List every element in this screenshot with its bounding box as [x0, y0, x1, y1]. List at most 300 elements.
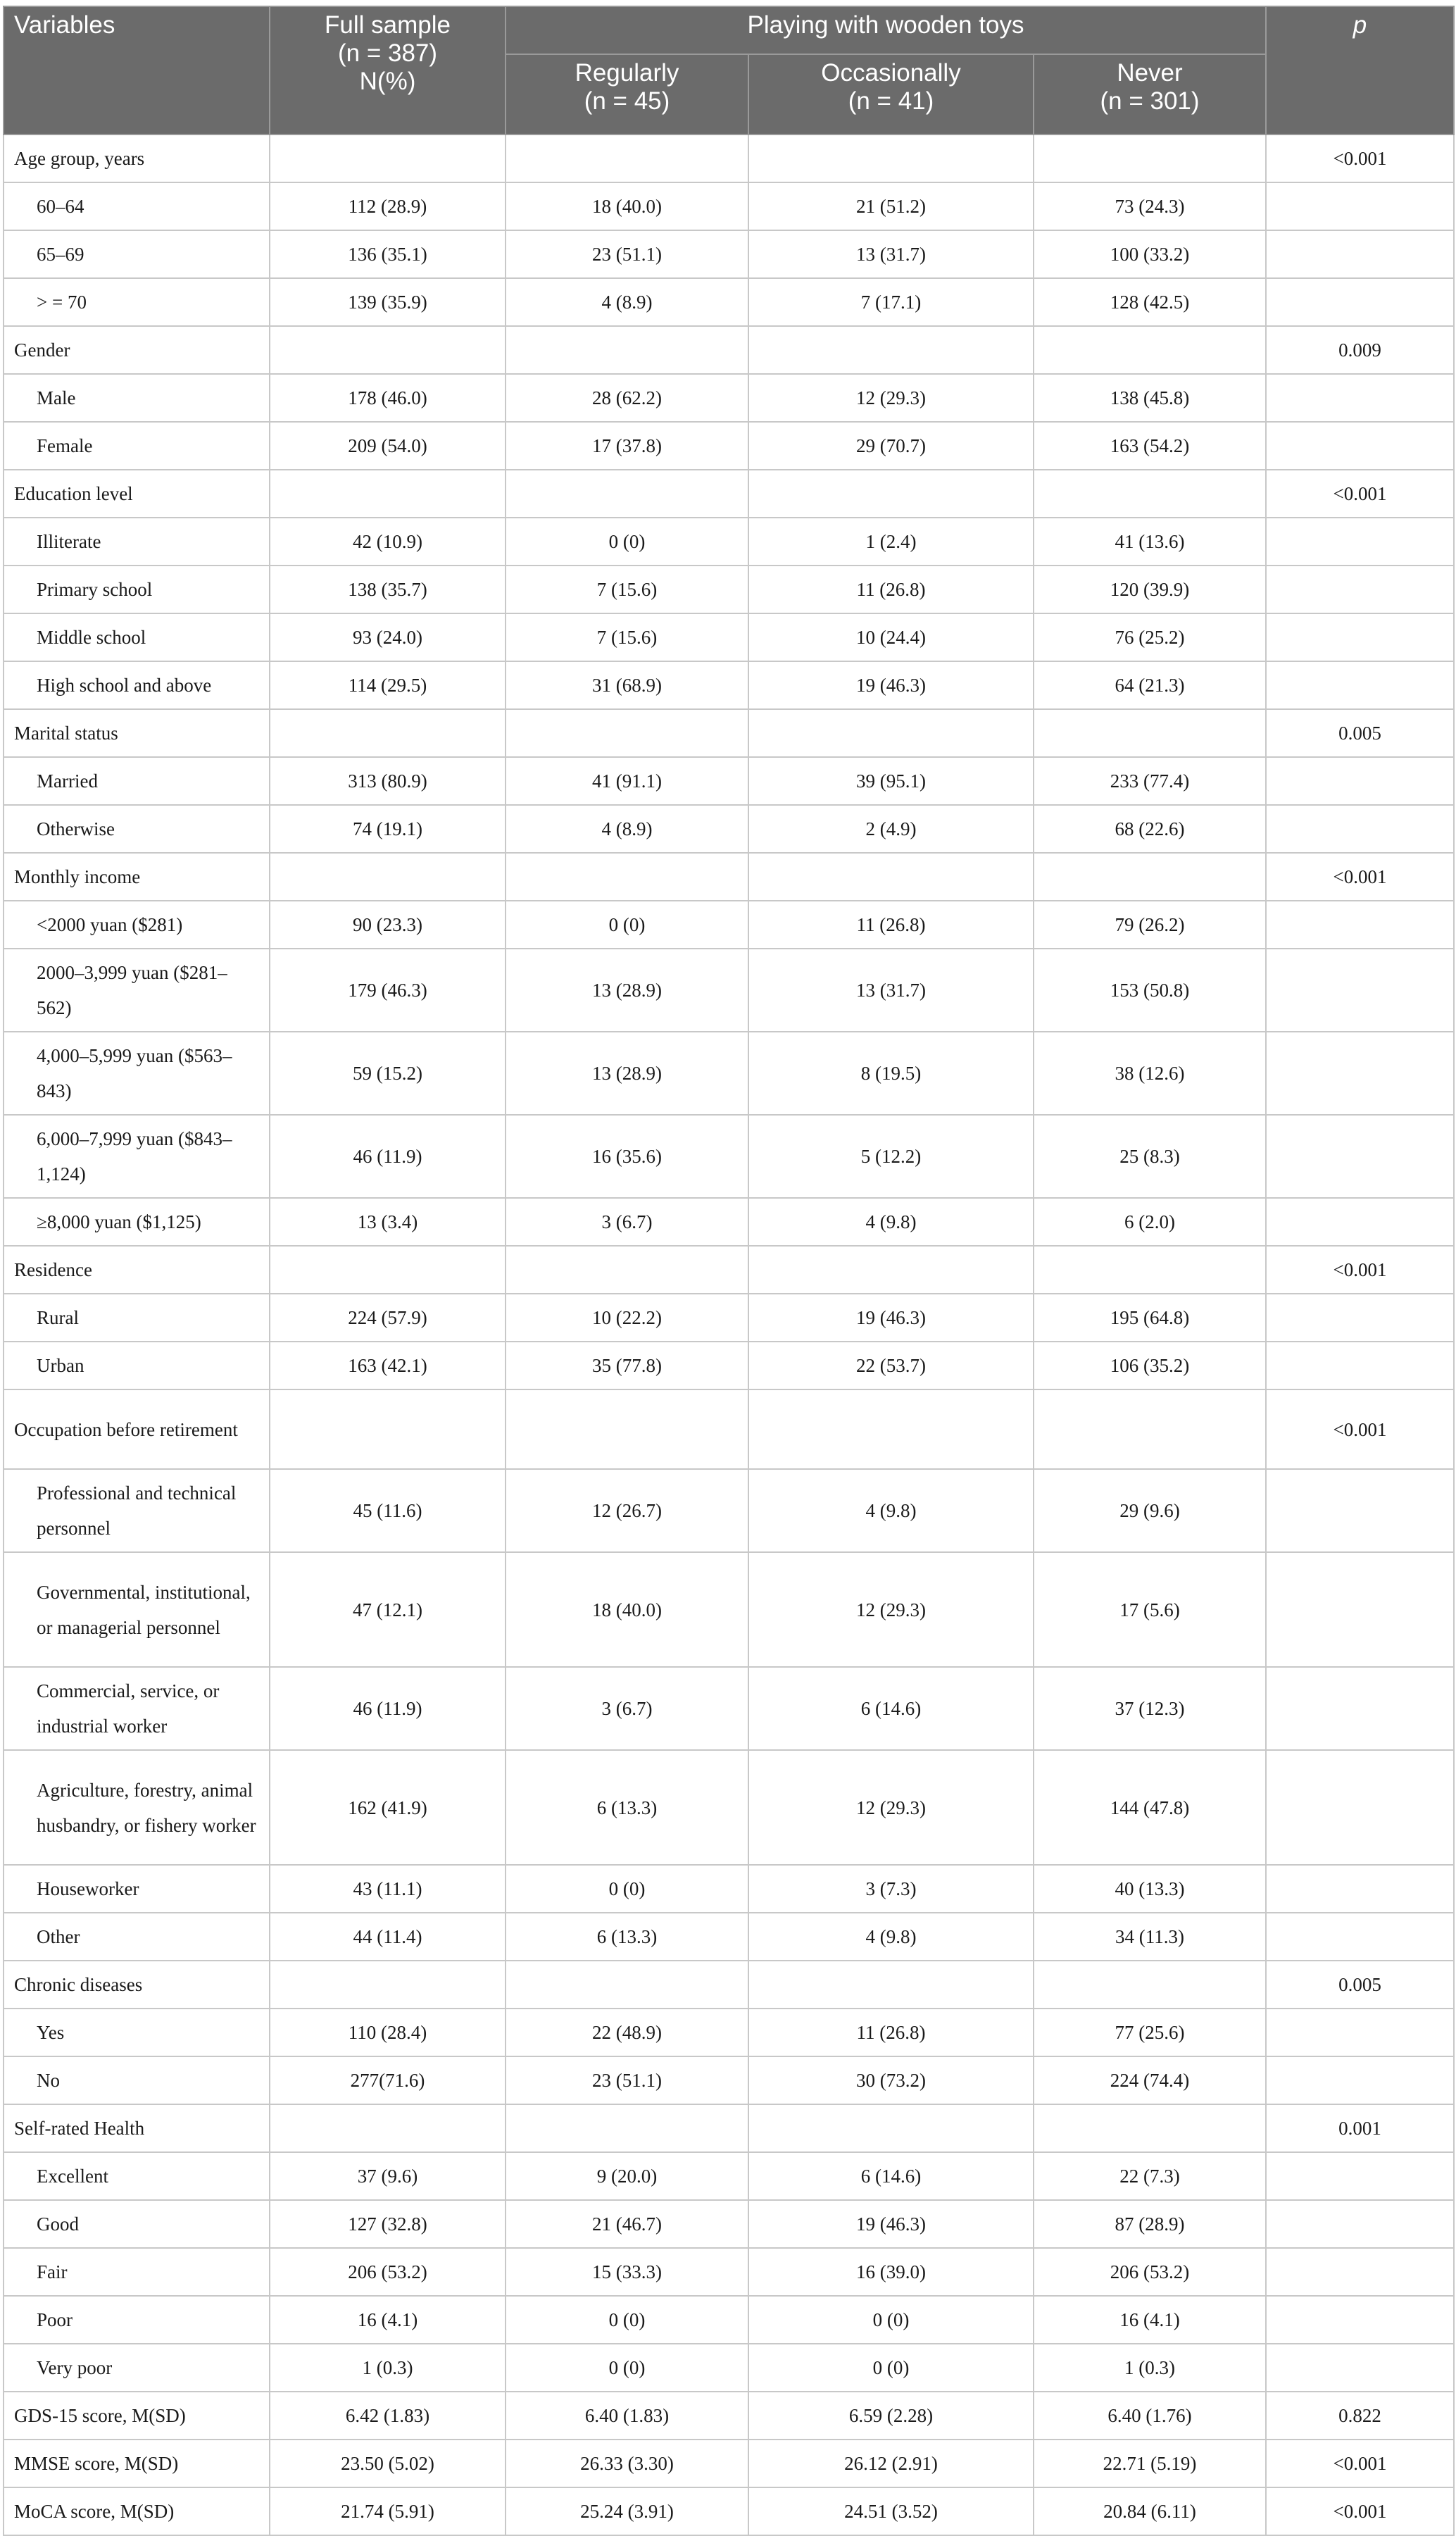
- table-row: [4, 518, 1454, 566]
- cell-never: 16 (4.1): [1034, 2296, 1266, 2344]
- row-label: Gender: [4, 326, 270, 374]
- cell-never: 64 (21.3): [1034, 661, 1266, 709]
- cell-full-sample: 112 (28.9): [270, 182, 506, 230]
- cell-regularly: 0 (0): [506, 2296, 748, 2344]
- table-row: [4, 2056, 1454, 2104]
- table-row: [4, 1032, 1454, 1115]
- row-label: Agriculture, forestry, animal husbandry, or fishery worker: [4, 1750, 270, 1865]
- cell-never: 20.84 (6.11): [1034, 2487, 1266, 2535]
- cell-never: 79 (26.2): [1034, 901, 1266, 949]
- table-row: [4, 1667, 1454, 1750]
- cell-p-value: [1266, 901, 1454, 949]
- cell-full-sample: 16 (4.1): [270, 2296, 506, 2344]
- cell-never: 25 (8.3): [1034, 1115, 1266, 1198]
- cell-never: 22 (7.3): [1034, 2152, 1266, 2200]
- cell-full-sample: 59 (15.2): [270, 1032, 506, 1115]
- cell-occasionally: 19 (46.3): [748, 661, 1034, 709]
- header-never-label: Never: [1117, 59, 1183, 87]
- header-p: [1266, 6, 1454, 135]
- cell-regularly: 12 (26.7): [506, 1469, 748, 1552]
- cell-p-value: [1266, 1552, 1454, 1667]
- cell-occasionally: 11 (26.8): [748, 901, 1034, 949]
- cell-occasionally: 29 (70.7): [748, 422, 1034, 470]
- cell-p-value: 0.009: [1266, 326, 1454, 374]
- cell-occasionally: 39 (95.1): [748, 757, 1034, 805]
- cell-never: [1034, 1246, 1266, 1294]
- table-row: [4, 2392, 1454, 2440]
- cell-never: [1034, 853, 1266, 901]
- cell-regularly: [506, 853, 748, 901]
- cell-regularly: 18 (40.0): [506, 1552, 748, 1667]
- cell-regularly: [506, 1246, 748, 1294]
- cell-regularly: 6 (13.3): [506, 1913, 748, 1961]
- cell-regularly: [506, 2104, 748, 2152]
- cell-never: 153 (50.8): [1034, 949, 1266, 1032]
- cell-full-sample: 136 (35.1): [270, 230, 506, 278]
- cell-occasionally: 12 (29.3): [748, 1552, 1034, 1667]
- table-row: [4, 853, 1454, 901]
- row-label: High school and above: [4, 661, 270, 709]
- cell-occasionally: 2 (4.9): [748, 805, 1034, 853]
- header-p-label: p: [1353, 11, 1367, 39]
- table-row: [4, 949, 1454, 1032]
- cell-never: 144 (47.8): [1034, 1750, 1266, 1865]
- table-row: [4, 1469, 1454, 1552]
- cell-full-sample: [270, 1389, 506, 1469]
- cell-full-sample: [270, 135, 506, 182]
- cell-regularly: 31 (68.9): [506, 661, 748, 709]
- cell-never: [1034, 1961, 1266, 2009]
- cell-never: 41 (13.6): [1034, 518, 1266, 566]
- header-regularly-n: (n = 45): [584, 87, 670, 115]
- cell-p-value: <0.001: [1266, 135, 1454, 182]
- row-label: > = 70: [4, 278, 270, 326]
- cell-occasionally: 11 (26.8): [748, 566, 1034, 613]
- cell-occasionally: 4 (9.8): [748, 1913, 1034, 1961]
- cell-full-sample: 127 (32.8): [270, 2200, 506, 2248]
- row-label: 65–69: [4, 230, 270, 278]
- row-label: Chronic diseases: [4, 1961, 270, 2009]
- cell-never: 233 (77.4): [1034, 757, 1266, 805]
- row-label: GDS-15 score, M(SD): [4, 2392, 270, 2440]
- cell-regularly: 4 (8.9): [506, 805, 748, 853]
- cell-occasionally: 21 (51.2): [748, 182, 1034, 230]
- cell-p-value: [1266, 1750, 1454, 1865]
- cell-p-value: [1266, 422, 1454, 470]
- cell-occasionally: [748, 1389, 1034, 1469]
- cell-p-value: [1266, 1198, 1454, 1246]
- cell-never: 224 (74.4): [1034, 2056, 1266, 2104]
- cell-regularly: 3 (6.7): [506, 1667, 748, 1750]
- cell-p-value: [1266, 757, 1454, 805]
- cell-regularly: 13 (28.9): [506, 949, 748, 1032]
- cell-never: 1 (0.3): [1034, 2344, 1266, 2392]
- cell-p-value: <0.001: [1266, 1246, 1454, 1294]
- cell-p-value: [1266, 2344, 1454, 2392]
- cell-occasionally: [748, 1961, 1034, 2009]
- row-label: Fair: [4, 2248, 270, 2296]
- cell-occasionally: 16 (39.0): [748, 2248, 1034, 2296]
- cell-occasionally: 12 (29.3): [748, 374, 1034, 422]
- row-label: No: [4, 2056, 270, 2104]
- row-label: Other: [4, 1913, 270, 1961]
- cell-p-value: [1266, 2009, 1454, 2056]
- table-row: [4, 805, 1454, 853]
- cell-p-value: 0.005: [1266, 1961, 1454, 2009]
- table-row: [4, 230, 1454, 278]
- cell-full-sample: 43 (11.1): [270, 1865, 506, 1913]
- cell-regularly: 15 (33.3): [506, 2248, 748, 2296]
- header-full-sample: [270, 6, 506, 135]
- cell-full-sample: 45 (11.6): [270, 1469, 506, 1552]
- cell-never: [1034, 1389, 1266, 1469]
- cell-occasionally: 8 (19.5): [748, 1032, 1034, 1115]
- cell-never: 100 (33.2): [1034, 230, 1266, 278]
- cell-never: 128 (42.5): [1034, 278, 1266, 326]
- cell-never: [1034, 326, 1266, 374]
- header-variables: Variables: [4, 6, 270, 135]
- cell-full-sample: 313 (80.9): [270, 757, 506, 805]
- header-regularly: [506, 54, 748, 135]
- cell-never: [1034, 2104, 1266, 2152]
- cell-regularly: 16 (35.6): [506, 1115, 748, 1198]
- row-label: Primary school: [4, 566, 270, 613]
- cell-full-sample: 138 (35.7): [270, 566, 506, 613]
- cell-never: 6.40 (1.76): [1034, 2392, 1266, 2440]
- table-row: [4, 1913, 1454, 1961]
- table-row: [4, 2104, 1454, 2152]
- cell-never: 87 (28.9): [1034, 2200, 1266, 2248]
- row-label: Rural: [4, 1294, 270, 1342]
- cell-never: 163 (54.2): [1034, 422, 1266, 470]
- table-row: [4, 1342, 1454, 1389]
- table-row: [4, 182, 1454, 230]
- row-label: MoCA score, M(SD): [4, 2487, 270, 2535]
- table-row: [4, 2152, 1454, 2200]
- cell-occasionally: 11 (26.8): [748, 2009, 1034, 2056]
- cell-regularly: 23 (51.1): [506, 230, 748, 278]
- cell-never: 40 (13.3): [1034, 1865, 1266, 1913]
- cell-p-value: [1266, 1913, 1454, 1961]
- cell-occasionally: [748, 2104, 1034, 2152]
- cell-never: [1034, 135, 1266, 182]
- cell-regularly: [506, 326, 748, 374]
- table-row: [4, 1865, 1454, 1913]
- cell-p-value: <0.001: [1266, 2487, 1454, 2535]
- table-row: [4, 278, 1454, 326]
- cell-regularly: 21 (46.7): [506, 2200, 748, 2248]
- cell-never: 34 (11.3): [1034, 1913, 1266, 1961]
- cell-p-value: [1266, 613, 1454, 661]
- cell-full-sample: 209 (54.0): [270, 422, 506, 470]
- cell-regularly: 10 (22.2): [506, 1294, 748, 1342]
- table-row: [4, 1389, 1454, 1469]
- cell-regularly: 6 (13.3): [506, 1750, 748, 1865]
- cell-full-sample: [270, 853, 506, 901]
- row-label: Marital status: [4, 709, 270, 757]
- table-row: [4, 326, 1454, 374]
- cell-regularly: [506, 1389, 748, 1469]
- cell-p-value: [1266, 1032, 1454, 1115]
- header-occasionally: [748, 54, 1034, 135]
- cell-full-sample: 224 (57.9): [270, 1294, 506, 1342]
- cell-full-sample: 139 (35.9): [270, 278, 506, 326]
- table-row: [4, 757, 1454, 805]
- table-row: [4, 2344, 1454, 2392]
- cell-occasionally: 30 (73.2): [748, 2056, 1034, 2104]
- cell-never: 17 (5.6): [1034, 1552, 1266, 1667]
- row-label: Commercial, service, or industrial worker: [4, 1667, 270, 1750]
- cell-p-value: [1266, 1865, 1454, 1913]
- cell-never: 206 (53.2): [1034, 2248, 1266, 2296]
- table-row: [4, 2440, 1454, 2487]
- cell-full-sample: 206 (53.2): [270, 2248, 506, 2296]
- cell-occasionally: 13 (31.7): [748, 949, 1034, 1032]
- cell-never: 195 (64.8): [1034, 1294, 1266, 1342]
- header-group-title: Playing with wooden toys: [506, 6, 1266, 54]
- table-row: [4, 135, 1454, 182]
- cell-regularly: 23 (51.1): [506, 2056, 748, 2104]
- table-row: [4, 709, 1454, 757]
- row-label: Excellent: [4, 2152, 270, 2200]
- cell-never: 37 (12.3): [1034, 1667, 1266, 1750]
- cell-full-sample: 37 (9.6): [270, 2152, 506, 2200]
- cell-occasionally: 12 (29.3): [748, 1750, 1034, 1865]
- cell-full-sample: 47 (12.1): [270, 1552, 506, 1667]
- cell-full-sample: 44 (11.4): [270, 1913, 506, 1961]
- cell-never: 120 (39.9): [1034, 566, 1266, 613]
- row-label: MMSE score, M(SD): [4, 2440, 270, 2487]
- cell-regularly: 41 (91.1): [506, 757, 748, 805]
- cell-occasionally: 19 (46.3): [748, 2200, 1034, 2248]
- cell-full-sample: [270, 470, 506, 518]
- cell-p-value: [1266, 2248, 1454, 2296]
- table-row: [4, 1294, 1454, 1342]
- cell-occasionally: [748, 709, 1034, 757]
- header-occasionally-n: (n = 41): [848, 87, 934, 115]
- cell-full-sample: 110 (28.4): [270, 2009, 506, 2056]
- header-full-sample-label: Full sample: [325, 11, 451, 39]
- cell-regularly: 6.40 (1.83): [506, 2392, 748, 2440]
- row-label: Good: [4, 2200, 270, 2248]
- cell-regularly: 22 (48.9): [506, 2009, 748, 2056]
- cell-regularly: 3 (6.7): [506, 1198, 748, 1246]
- table-row: [4, 1961, 1454, 2009]
- table-row: [4, 901, 1454, 949]
- cell-regularly: 28 (62.2): [506, 374, 748, 422]
- cell-regularly: [506, 470, 748, 518]
- row-label: Married: [4, 757, 270, 805]
- cell-regularly: 0 (0): [506, 2344, 748, 2392]
- cell-p-value: [1266, 805, 1454, 853]
- cell-full-sample: 13 (3.4): [270, 1198, 506, 1246]
- header-full-sample-stat: N(%): [359, 68, 416, 95]
- cell-regularly: 17 (37.8): [506, 422, 748, 470]
- cell-occasionally: 5 (12.2): [748, 1115, 1034, 1198]
- cell-p-value: [1266, 949, 1454, 1032]
- cell-regularly: 7 (15.6): [506, 613, 748, 661]
- table-row: [4, 1115, 1454, 1198]
- cell-occasionally: 22 (53.7): [748, 1342, 1034, 1389]
- cell-full-sample: 90 (23.3): [270, 901, 506, 949]
- cell-p-value: <0.001: [1266, 853, 1454, 901]
- cell-full-sample: 42 (10.9): [270, 518, 506, 566]
- cell-occasionally: 19 (46.3): [748, 1294, 1034, 1342]
- table-row: [4, 613, 1454, 661]
- header-full-sample-n: (n = 387): [337, 39, 438, 67]
- table-row: [4, 2487, 1454, 2535]
- table-row: [4, 1246, 1454, 1294]
- row-label: Monthly income: [4, 853, 270, 901]
- header-occasionally-label: Occasionally: [821, 59, 961, 87]
- cell-never: 73 (24.3): [1034, 182, 1266, 230]
- row-label: 6,000–7,999 yuan ($843–1,124): [4, 1115, 270, 1198]
- cell-occasionally: [748, 470, 1034, 518]
- cell-full-sample: 46 (11.9): [270, 1667, 506, 1750]
- cell-p-value: [1266, 278, 1454, 326]
- demographics-table: [3, 6, 1455, 2536]
- cell-full-sample: 93 (24.0): [270, 613, 506, 661]
- cell-occasionally: 10 (24.4): [748, 613, 1034, 661]
- row-label: Self-rated Health: [4, 2104, 270, 2152]
- cell-full-sample: [270, 709, 506, 757]
- row-label: Age group, years: [4, 135, 270, 182]
- table-row: [4, 422, 1454, 470]
- cell-occasionally: [748, 135, 1034, 182]
- cell-p-value: [1266, 1469, 1454, 1552]
- cell-occasionally: 6.59 (2.28): [748, 2392, 1034, 2440]
- cell-regularly: 26.33 (3.30): [506, 2440, 748, 2487]
- cell-occasionally: 26.12 (2.91): [748, 2440, 1034, 2487]
- table-row: [4, 661, 1454, 709]
- cell-never: 38 (12.6): [1034, 1032, 1266, 1115]
- row-label: Middle school: [4, 613, 270, 661]
- cell-occasionally: 24.51 (3.52): [748, 2487, 1034, 2535]
- cell-never: 76 (25.2): [1034, 613, 1266, 661]
- cell-p-value: [1266, 2296, 1454, 2344]
- cell-regularly: [506, 135, 748, 182]
- cell-full-sample: 46 (11.9): [270, 1115, 506, 1198]
- cell-regularly: 25.24 (3.91): [506, 2487, 748, 2535]
- row-label: Residence: [4, 1246, 270, 1294]
- cell-full-sample: 114 (29.5): [270, 661, 506, 709]
- row-label: Very poor: [4, 2344, 270, 2392]
- cell-full-sample: 23.50 (5.02): [270, 2440, 506, 2487]
- cell-p-value: [1266, 182, 1454, 230]
- row-label: Occupation before retirement: [4, 1389, 270, 1469]
- cell-occasionally: 6 (14.6): [748, 2152, 1034, 2200]
- cell-p-value: 0.001: [1266, 2104, 1454, 2152]
- table-row: [4, 374, 1454, 422]
- cell-p-value: [1266, 1294, 1454, 1342]
- cell-full-sample: [270, 1961, 506, 2009]
- row-label: Yes: [4, 2009, 270, 2056]
- row-label: Professional and technical personnel: [4, 1469, 270, 1552]
- cell-occasionally: 0 (0): [748, 2344, 1034, 2392]
- cell-never: 138 (45.8): [1034, 374, 1266, 422]
- table-row: [4, 566, 1454, 613]
- cell-occasionally: 7 (17.1): [748, 278, 1034, 326]
- table-row: [4, 2296, 1454, 2344]
- table-row: [4, 1198, 1454, 1246]
- table-row: [4, 1552, 1454, 1667]
- cell-regularly: 4 (8.9): [506, 278, 748, 326]
- row-label: Poor: [4, 2296, 270, 2344]
- cell-p-value: <0.001: [1266, 1389, 1454, 1469]
- cell-occasionally: [748, 853, 1034, 901]
- table-body: [4, 135, 1454, 2535]
- table-row: [4, 470, 1454, 518]
- cell-occasionally: [748, 1246, 1034, 1294]
- cell-regularly: [506, 1961, 748, 2009]
- cell-full-sample: [270, 2104, 506, 2152]
- header-never-n: (n = 301): [1100, 87, 1200, 115]
- cell-p-value: [1266, 1115, 1454, 1198]
- cell-full-sample: 21.74 (5.91): [270, 2487, 506, 2535]
- row-label: Education level: [4, 470, 270, 518]
- table-row: [4, 2200, 1454, 2248]
- cell-p-value: [1266, 2152, 1454, 2200]
- cell-full-sample: [270, 326, 506, 374]
- table-header: [4, 6, 1454, 135]
- row-label: Governmental, institutional, or managerial personnel: [4, 1552, 270, 1667]
- row-label: ≥8,000 yuan ($1,125): [4, 1198, 270, 1246]
- cell-p-value: [1266, 374, 1454, 422]
- cell-regularly: 7 (15.6): [506, 566, 748, 613]
- table-row: [4, 2009, 1454, 2056]
- cell-never: 29 (9.6): [1034, 1469, 1266, 1552]
- table-row: [4, 2248, 1454, 2296]
- cell-full-sample: [270, 1246, 506, 1294]
- row-label: Otherwise: [4, 805, 270, 853]
- cell-occasionally: 4 (9.8): [748, 1198, 1034, 1246]
- row-label: <2000 yuan ($281): [4, 901, 270, 949]
- cell-p-value: [1266, 661, 1454, 709]
- row-label: Houseworker: [4, 1865, 270, 1913]
- cell-p-value: [1266, 230, 1454, 278]
- cell-full-sample: 178 (46.0): [270, 374, 506, 422]
- cell-never: 6 (2.0): [1034, 1198, 1266, 1246]
- cell-full-sample: 277(71.6): [270, 2056, 506, 2104]
- cell-occasionally: 4 (9.8): [748, 1469, 1034, 1552]
- cell-occasionally: [748, 326, 1034, 374]
- cell-full-sample: 6.42 (1.83): [270, 2392, 506, 2440]
- cell-p-value: [1266, 566, 1454, 613]
- row-label: Illiterate: [4, 518, 270, 566]
- cell-occasionally: 6 (14.6): [748, 1667, 1034, 1750]
- cell-p-value: [1266, 1342, 1454, 1389]
- cell-p-value: <0.001: [1266, 470, 1454, 518]
- cell-p-value: [1266, 2056, 1454, 2104]
- cell-regularly: 13 (28.9): [506, 1032, 748, 1115]
- cell-full-sample: 74 (19.1): [270, 805, 506, 853]
- cell-never: 77 (25.6): [1034, 2009, 1266, 2056]
- cell-regularly: 18 (40.0): [506, 182, 748, 230]
- cell-regularly: 9 (20.0): [506, 2152, 748, 2200]
- cell-regularly: 35 (77.8): [506, 1342, 748, 1389]
- cell-never: [1034, 709, 1266, 757]
- cell-occasionally: 13 (31.7): [748, 230, 1034, 278]
- cell-full-sample: 179 (46.3): [270, 949, 506, 1032]
- row-label: Male: [4, 374, 270, 422]
- cell-never: 22.71 (5.19): [1034, 2440, 1266, 2487]
- cell-never: 106 (35.2): [1034, 1342, 1266, 1389]
- cell-full-sample: 163 (42.1): [270, 1342, 506, 1389]
- cell-p-value: 0.822: [1266, 2392, 1454, 2440]
- cell-occasionally: 0 (0): [748, 2296, 1034, 2344]
- cell-occasionally: 1 (2.4): [748, 518, 1034, 566]
- row-label: Urban: [4, 1342, 270, 1389]
